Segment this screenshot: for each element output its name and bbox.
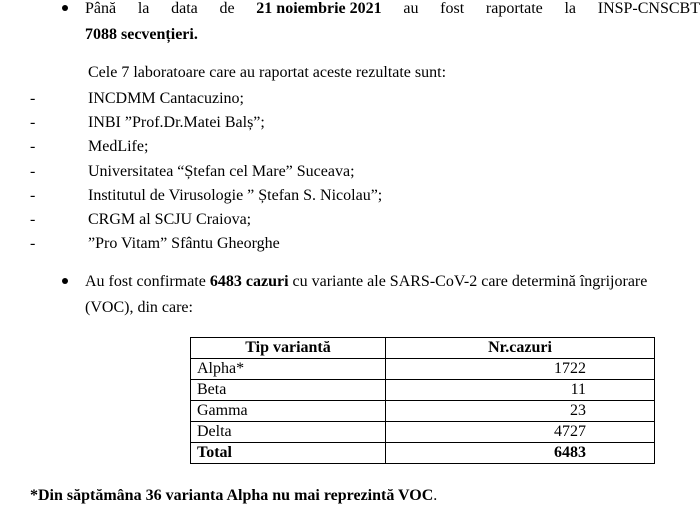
paragraph-word: la [564,0,577,17]
paragraph-word: la [137,0,150,17]
paragraph-word: raportate [485,0,543,17]
lab-item: INCDMM Cantacuzino; [88,90,244,107]
paragraph-word: data [171,0,198,17]
lab-item: Universitatea “Ștefan cel Mare” Suceava; [88,162,355,180]
bullet-icon [62,278,68,284]
lab-item: INBI ”Prof.Dr.Matei Balș”; [88,114,265,132]
variant-name: Beta [191,380,386,401]
variant-cases: 1722 [386,359,655,380]
paragraph-voc [85,269,647,321]
paragraph-sequencing-line2: 7088 secvențieri. [85,26,198,43]
table-row [191,380,655,401]
variant-cases: 11 [386,380,655,401]
column-header-variant: Tip variantă [191,338,386,359]
paragraph-word: de [219,0,235,17]
list-dash: - [30,138,36,156]
variants-table [190,337,655,464]
bullet-icon [62,5,68,11]
list-dash: - [30,235,36,253]
total-cases: 6483 [386,443,655,464]
labs-intro: Cele 7 laboratoare care au raportat aceste rezultate sunt: [88,64,447,81]
variant-cases: 4727 [386,422,655,443]
lab-item: ”Pro Vitam” Sfântu Gheorghe [88,235,280,253]
table-row [191,359,655,380]
variant-name: Delta [191,422,386,443]
paragraph-word: au [403,0,419,17]
variant-name: Alpha* [191,359,386,380]
paragraph-word: Până [85,0,117,17]
table-total-row [191,443,655,464]
lab-item: CRGM al SCJU Craiova; [88,211,252,228]
list-dash: - [30,211,36,228]
list-dash: - [30,114,36,132]
column-header-cases: Nr.cazuri [386,338,655,359]
paragraph-word: fost [440,0,465,17]
table-row [191,422,655,443]
paragraph-word: INSP-CNSCBT [597,0,700,17]
paragraph-voc-line2: (VOC), din care: [85,299,193,316]
total-label: Total [191,443,386,464]
list-dash: - [30,162,36,180]
paragraph-sequencing [85,0,700,48]
list-dash: - [30,186,36,204]
footnote: *Din săptămâna 36 varianta Alpha nu mai reprezintă VOC. [30,487,438,504]
paragraph-sequencing-line1 [85,0,700,22]
table-header-row [191,338,655,359]
paragraph-voc-line1: Au fost confirmate 6483 cazuri cu variante ale SARS-CoV-2 care determină îngrijorare [85,273,648,290]
lab-item: MedLife; [88,138,149,156]
list-dash: - [30,90,36,107]
lab-item: Institutul de Virusologie ” Ștefan S. Nicolau”; [88,186,383,204]
variant-cases: 23 [386,401,655,422]
table-row [191,401,655,422]
variant-name: Gamma [191,401,386,422]
paragraph-word: 21 noiembrie 2021 [256,0,382,17]
